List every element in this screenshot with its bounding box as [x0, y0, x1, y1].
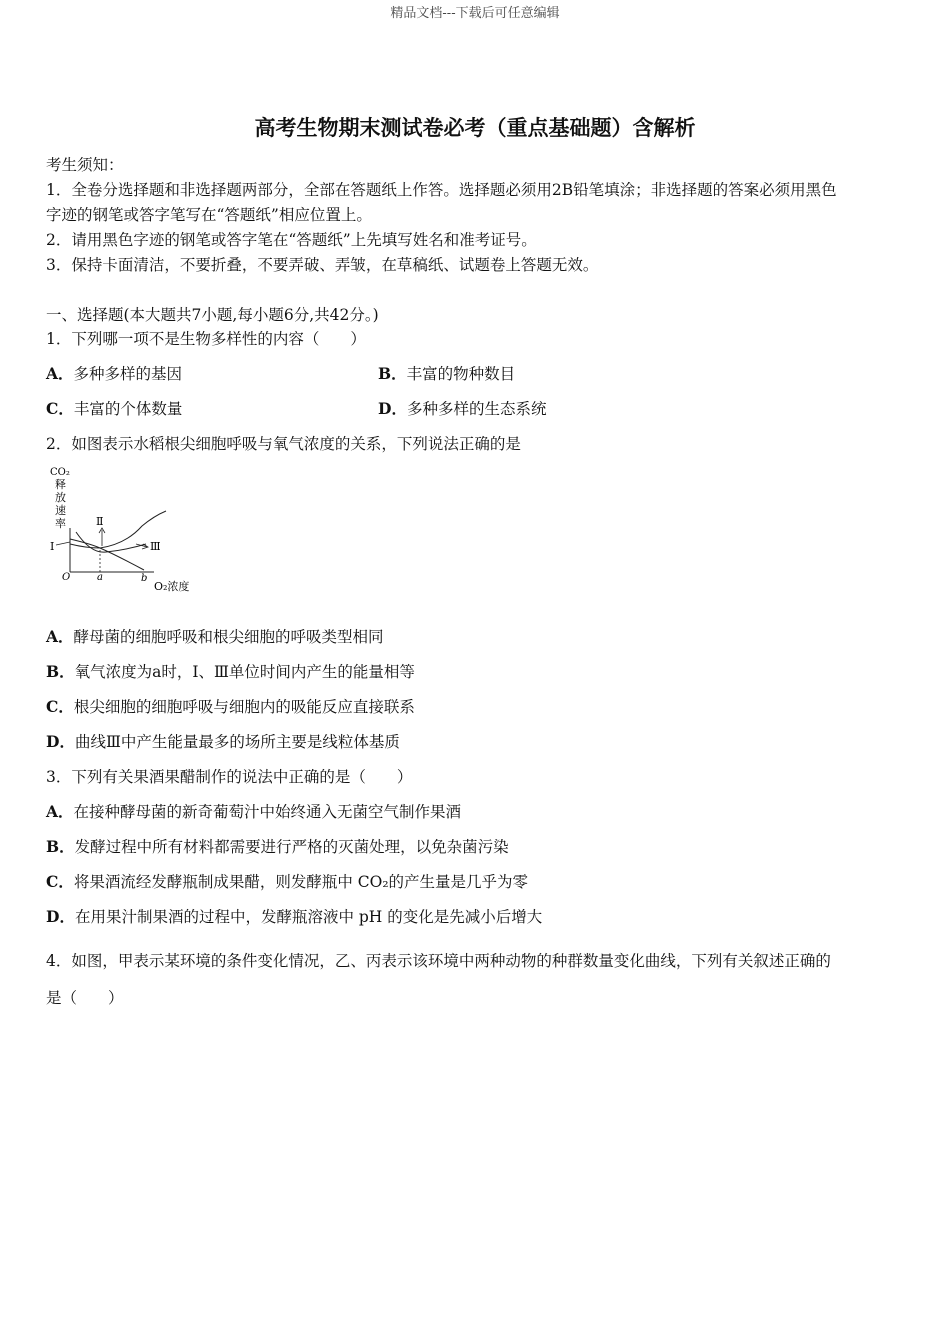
fig-curve-1	[70, 539, 144, 570]
q1-d-label: D．	[378, 399, 407, 418]
fig-ylabel-co2: CO₂	[50, 467, 70, 478]
q2-d-text: 曲线Ⅲ中产生能量最多的场所主要是线粒体基质	[74, 733, 400, 751]
fig-ylabel-2: 放	[55, 491, 66, 504]
page-header: 精品文档---下载后可任意编辑	[390, 6, 560, 21]
q2-option-a	[46, 625, 384, 647]
q3-b-text: 发酵过程中所有材料都需要进行严格的灭菌处理，以免杂菌污染	[74, 838, 509, 856]
q3-option-a	[46, 800, 461, 822]
fig-curve-1-label: Ⅰ	[50, 540, 55, 553]
q1-option-a	[46, 362, 182, 384]
notice-item-3: 3．保持卡面清洁，不要折叠，不要弄破、弄皱，在草稿纸、试题卷上答题无效。	[46, 256, 599, 274]
notice-item-2: 2．请用黑色字迹的钢笔或答字笔在“答题纸”上先填写姓名和准考证号。	[46, 231, 537, 249]
q4-stem-line-2: 是（ ）	[46, 989, 124, 1007]
q3-option-d	[46, 905, 542, 927]
q1-a-label: A．	[46, 364, 74, 383]
q3-a-text: 在接种酵母菌的新奇葡萄汁中始终通入无菌空气制作果酒	[73, 803, 462, 821]
fig-curve-3	[76, 532, 146, 552]
q1-d-text: 多种多样的生态系统	[406, 400, 547, 418]
q2-c-label: C．	[46, 697, 74, 716]
q1-option-b	[378, 362, 515, 384]
fig-ylabel-1: 释	[55, 478, 66, 491]
notice-item-1: 1．全卷分选择题和非选择题两部分，全部在答题纸上作答。选择题必须用2B铅笔填涂；非选择题的答案必须用黑色	[46, 181, 837, 199]
notice-item-1-cont: 字迹的钢笔或答字笔写在“答题纸”相应位置上。	[46, 206, 372, 224]
q2-option-c	[46, 695, 415, 717]
fig-xlabel: O₂浓度	[154, 580, 190, 593]
q1-b-label: B．	[378, 364, 407, 383]
q1-a-text: 多种多样的基因	[73, 365, 183, 383]
q3-d-text: 在用果汁制果酒的过程中，发酵瓶溶液中 pH 的变化是先减小后增大	[74, 908, 543, 926]
q2-stem: 2．如图表示水稻根尖细胞呼吸与氧气浓度的关系，下列说法正确的是	[46, 435, 521, 453]
q2-respiration-figure	[46, 462, 206, 602]
q2-b-label: B．	[46, 662, 75, 681]
q2-option-d	[46, 730, 400, 752]
fig-ylabel-3: 速	[55, 504, 66, 517]
q3-c-text: 将果酒流经发酵瓶制成果醋，则发酵瓶中 CO₂的产生量是几乎为零	[73, 873, 529, 891]
q1-c-text: 丰富的个体数量	[73, 400, 183, 418]
fig-tick-a: a	[97, 572, 103, 583]
q4-stem-line-1: 4．如图，甲表示某环境的条件变化情况，乙、丙表示该环境中两种动物的种群数量变化曲线，下列有关叙述正确的	[46, 952, 831, 970]
q3-d-label: D．	[46, 907, 75, 926]
q3-a-label: A．	[46, 802, 74, 821]
q1-c-label: C．	[46, 399, 74, 418]
notice-heading: 考生须知：	[46, 156, 124, 174]
q3-option-b	[46, 835, 509, 857]
q2-c-text: 根尖细胞的细胞呼吸与细胞内的吸能反应直接联系	[73, 698, 415, 716]
q2-a-label: A．	[46, 627, 74, 646]
q1-option-c	[46, 397, 182, 419]
fig-origin: O	[62, 572, 71, 583]
fig-curve-3-label: Ⅲ	[150, 540, 161, 553]
q1-stem: 1．下列哪一项不是生物多样性的内容（ ）	[46, 330, 366, 348]
q1-b-text: 丰富的物种数目	[406, 365, 516, 383]
q2-a-text: 酵母菌的细胞呼吸和根尖细胞的呼吸类型相同	[73, 628, 384, 646]
document-title: 高考生物期末测试卷必考（重点基础题）含解析	[254, 116, 696, 140]
q3-option-c	[46, 870, 528, 892]
fig-ylabel-4: 率	[55, 517, 66, 530]
q2-d-label: D．	[46, 732, 75, 751]
q2-option-b	[46, 660, 415, 682]
q3-stem: 3．下列有关果酒果醋制作的说法中正确的是（ ）	[46, 768, 413, 786]
fig-curve-2-label: Ⅱ	[96, 515, 104, 528]
q3-b-label: B．	[46, 837, 75, 856]
q2-b-text: 氧气浓度为a时，Ⅰ、Ⅲ单位时间内产生的能量相等	[74, 663, 415, 681]
q3-c-label: C．	[46, 872, 74, 891]
q1-option-d	[378, 397, 546, 419]
section-heading: 一、选择题(本大题共7小题,每小题6分,共42分。)	[46, 306, 379, 324]
fig-tick-b: b	[141, 573, 148, 584]
